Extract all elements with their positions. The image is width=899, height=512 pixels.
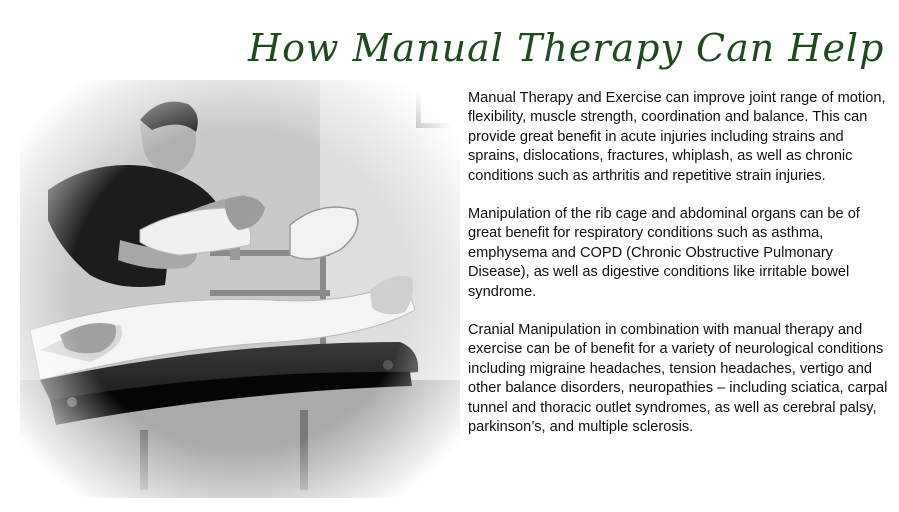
body-text <box>468 89 888 457</box>
page-title: How Manual Therapy Can Help <box>248 26 885 70</box>
paragraph-joint-mobility: Manual Therapy and Exercise can improve joint range of motion, flexibility, muscle strength, coordination and balance. This can provide great benefit in acute injuries including strains and sprains, dislocations, fractures, whiplash, as well as chronic conditions such as arthritis and repetitive strain injuries. <box>468 90 886 184</box>
paragraph-cranial-neurological: Cranial Manipulation in combination with manual therapy and exercise can be of benefit for a variety of neurological conditions including migraine headaches, tension headaches, vertigo and other balance disorders, neuropathies – including sciatica, carpal tunnel and thoracic outlet syndromes, as well as cerebral palsy, parkinson’s, and multiple sclerosis. <box>468 322 888 436</box>
therapy-photo <box>20 80 460 498</box>
paragraph-respiratory-digestive: Manipulation of the rib cage and abdominal organs can be of great benefit for respiratory conditions such as asthma, emphysema and COPD (Chronic Obstructive Pulmonary Disease), as well as digestive conditions like irritable bowel syndrome. <box>468 206 860 300</box>
